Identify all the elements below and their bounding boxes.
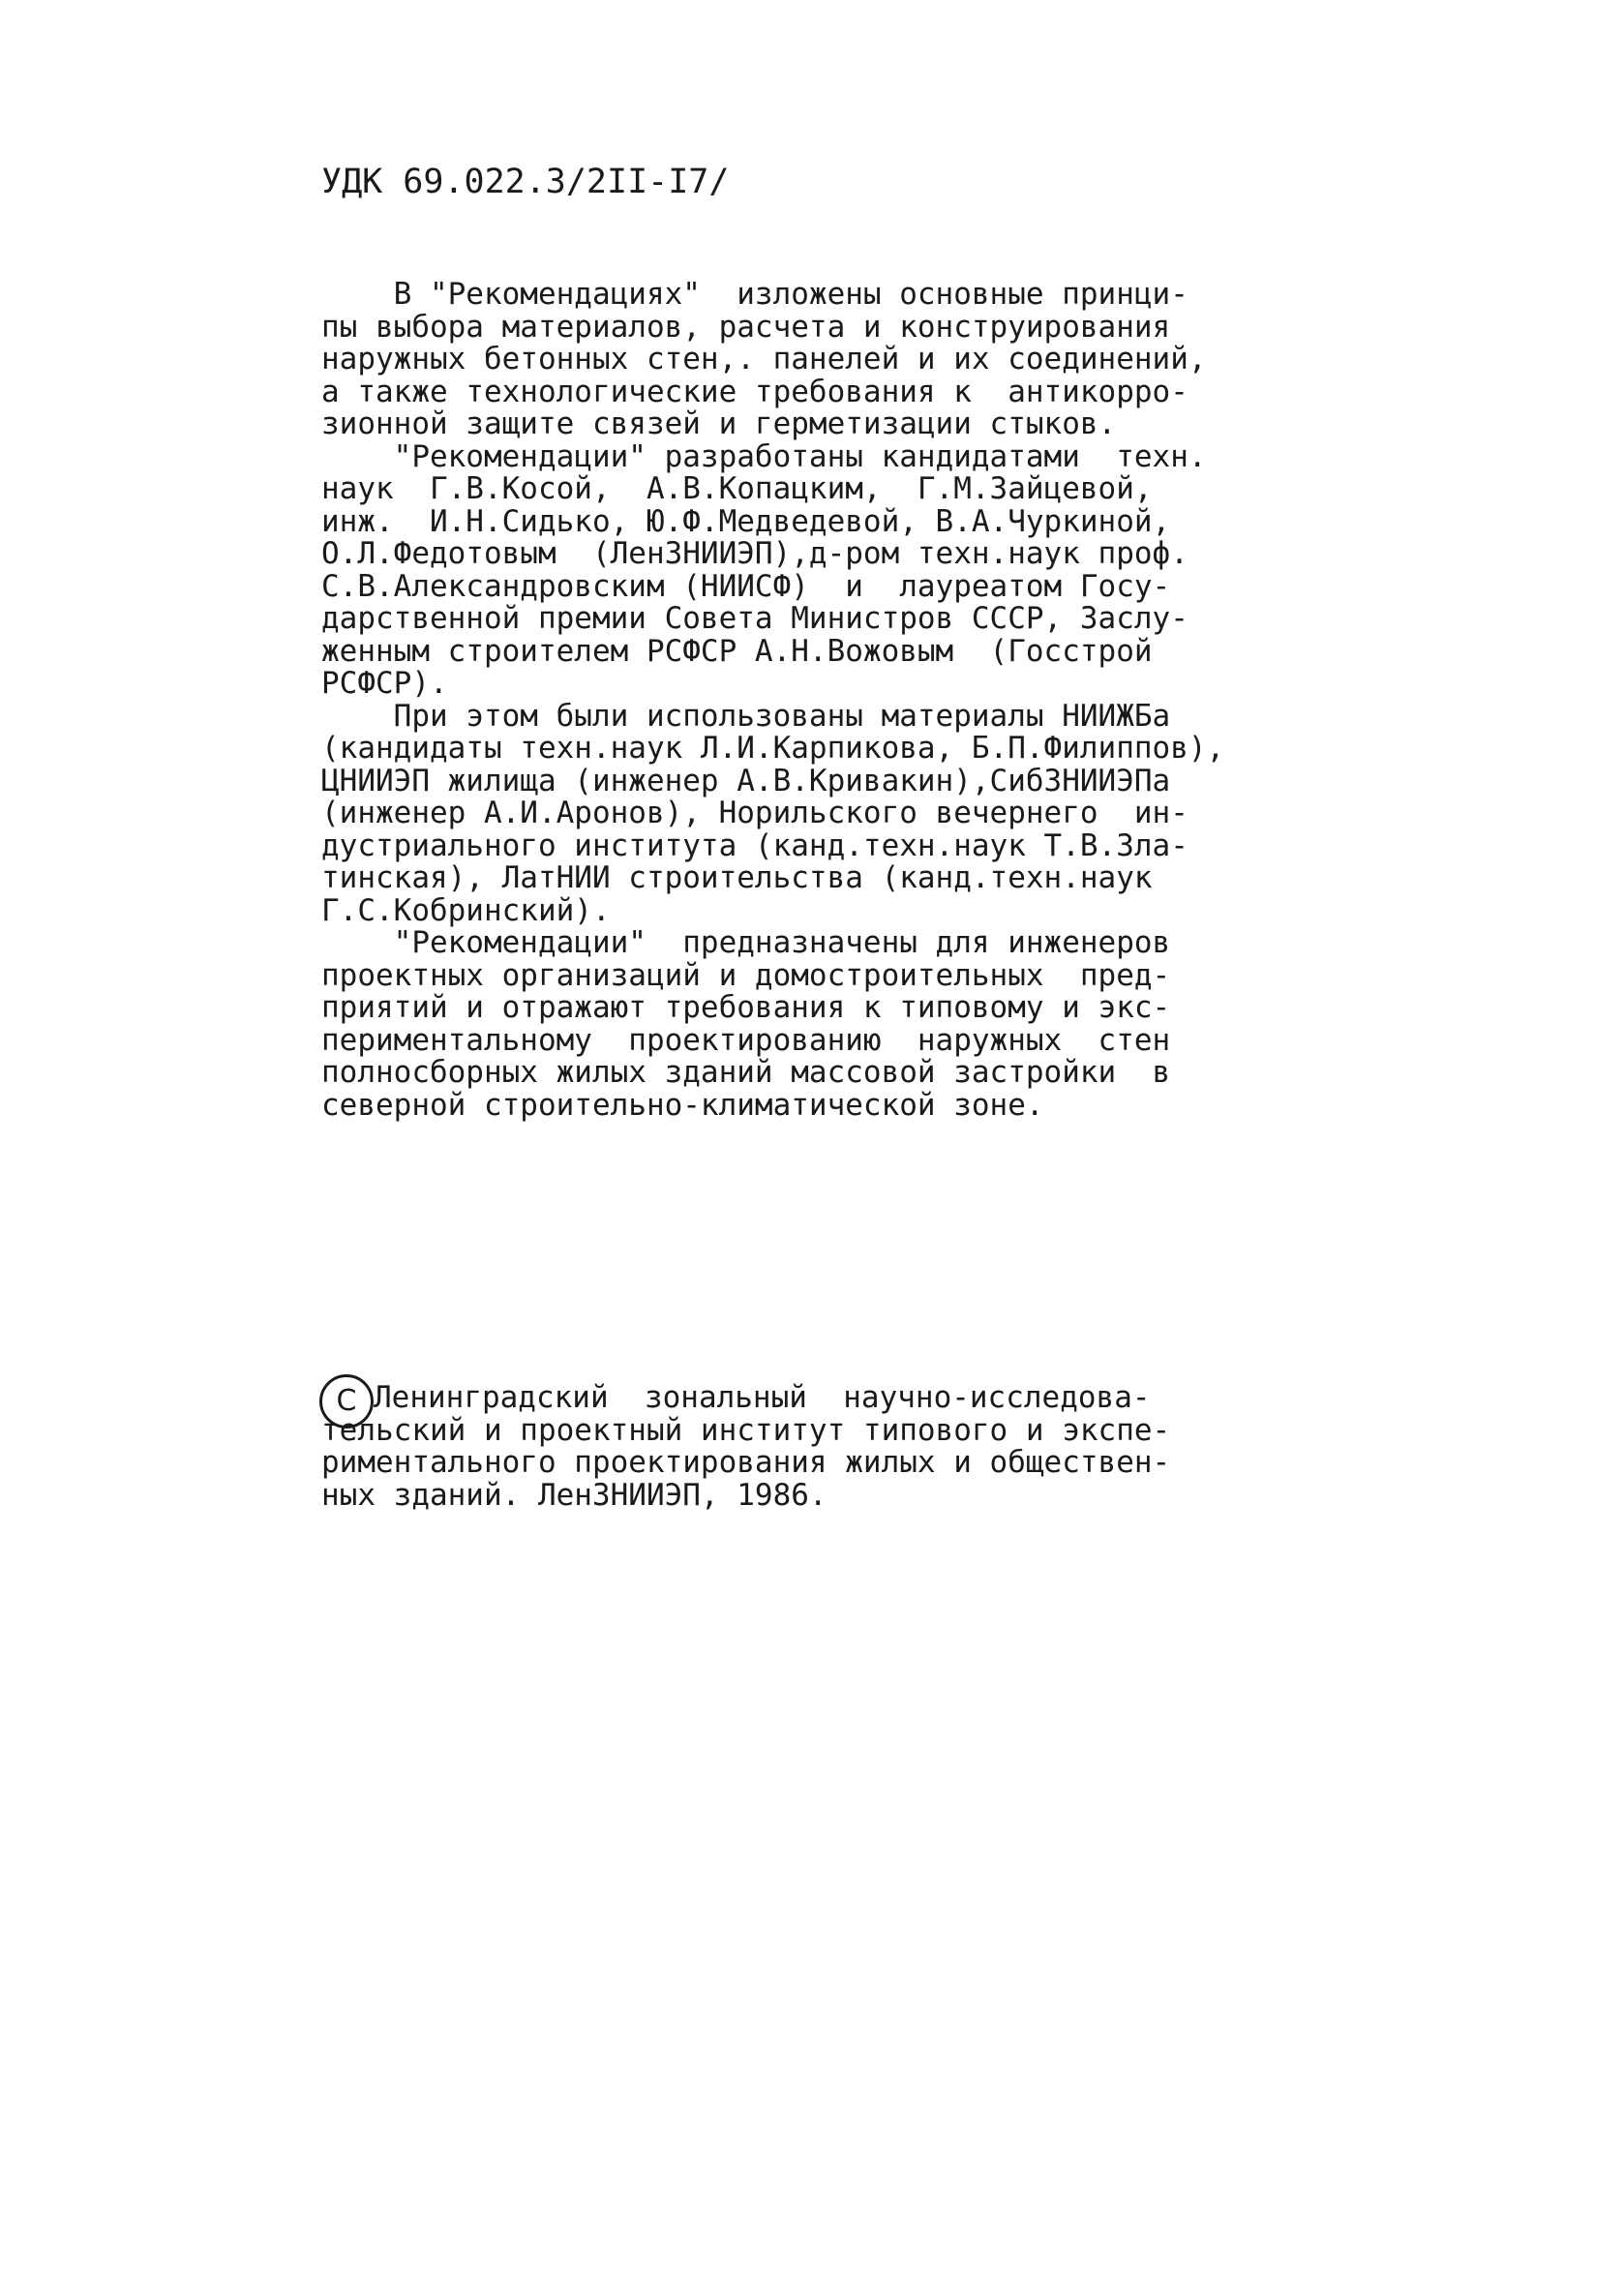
abstract-line: О.Л.Федотовым (ЛенЗНИИЭП),д-ром техн.наук проф. bbox=[321, 536, 1188, 571]
abstract-line: При этом были использованы материалы НИИЖБа bbox=[321, 698, 1171, 734]
abstract-line: а также технологические требования к антикорро- bbox=[321, 374, 1188, 409]
imprint-line: Ленинградский зональный научно-исследова- bbox=[374, 1380, 1151, 1415]
imprint-line: риментального проектирования жилых и обществен- bbox=[321, 1445, 1171, 1480]
abstract-line: С.В.Александровским (НИИСФ) и лауреатом Госу- bbox=[321, 568, 1171, 604]
abstract-line: зионной защите связей и герметизации стыков. bbox=[321, 406, 1117, 441]
abstract-line: инж. И.Н.Сидько, Ю.Ф.Медведевой, В.А.Чуркиной, bbox=[321, 503, 1171, 539]
abstract-line: "Рекомендации" разработаны кандидатами техн. bbox=[321, 438, 1207, 474]
copyright-imprint bbox=[321, 1382, 1170, 1512]
abstract-line: северной строительно-климатической зоне. bbox=[321, 1087, 1044, 1123]
copyright-icon: C bbox=[319, 1374, 374, 1429]
abstract-line: В "Рекомендациях" изложены основные принци- bbox=[321, 277, 1188, 312]
abstract-line: дустриального института (канд.техн.наук Т.В.Зла- bbox=[321, 828, 1188, 863]
abstract-line: периментальному проектированию наружных стен bbox=[321, 1022, 1171, 1058]
abstract-line: пы выбора материалов, расчета и конструирования bbox=[321, 309, 1171, 345]
abstract-line: наук Г.В.Косой, А.В.Копацким, Г.М.Зайцевой, bbox=[321, 471, 1153, 506]
udk-code: УДК 69.022.3/2II-I7/ bbox=[321, 163, 730, 201]
abstract-line: РСФСР). bbox=[321, 666, 448, 701]
abstract-line: Г.С.Кобринский). bbox=[321, 892, 611, 928]
abstract-line: проектных организаций и домостроительных пред- bbox=[321, 957, 1171, 993]
imprint-line: тельский и проектный институт типового и экспе- bbox=[321, 1412, 1171, 1448]
abstract-line: ЦНИИЭП жилища (инженер А.В.Кривакин),СибЗНИИЭПа bbox=[321, 763, 1171, 798]
abstract-line: дарственной премии Совета Министров СССР, Заслу- bbox=[321, 601, 1188, 636]
abstract-line: наружных бетонных стен,. панелей и их соединений, bbox=[321, 342, 1207, 376]
abstract-line: "Рекомендации" предназначены для инженеров bbox=[321, 925, 1171, 960]
abstract-line: (инженер А.И.Аронов), Норильского вечернего ин- bbox=[321, 796, 1188, 830]
abstract-text bbox=[321, 279, 1224, 1122]
abstract-line: тинская), ЛатНИИ строительства (канд.техн.наук bbox=[321, 860, 1153, 895]
abstract-line: (кандидаты техн.наук Л.И.Карпикова, Б.П.Филиппов), bbox=[321, 731, 1225, 766]
abstract-line: женным строителем РСФСР А.Н.Вожовым (Госстрой bbox=[321, 633, 1153, 669]
abstract-line: приятий и отражают требования к типовому и экс- bbox=[321, 990, 1171, 1025]
imprint-line: ных зданий. ЛенЗНИИЭП, 1986. bbox=[321, 1477, 827, 1513]
abstract-line: полносборных жилых зданий массовой застройки в bbox=[321, 1055, 1171, 1090]
